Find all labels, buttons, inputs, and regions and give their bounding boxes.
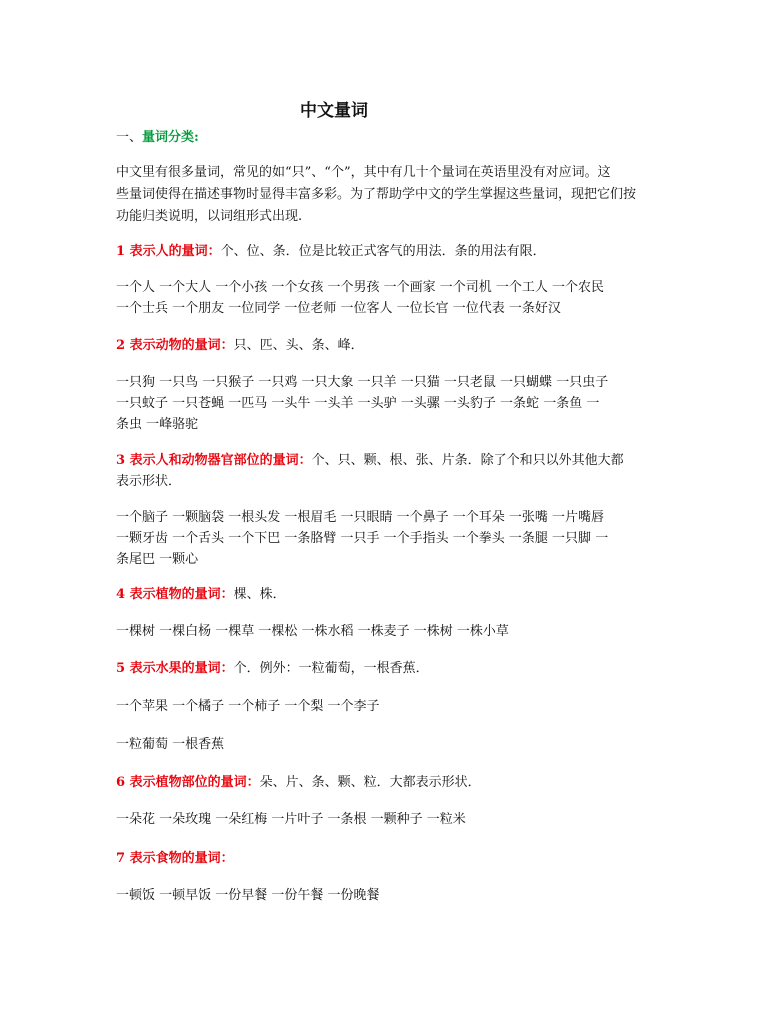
example-line: 条虫 一峰骆驼 xyxy=(116,417,199,432)
example-line: 一朵花 一朵玫瑰 一朵红梅 一片叶子 一条根 一颗种子 一粒米 xyxy=(116,812,466,827)
category-desc: 朵、片、条、颗、粒．大都表示形状． xyxy=(259,775,481,790)
category-heading xyxy=(116,451,656,470)
example-line: 一个人 一个大人 一个小孩 一个女孩 一个男孩 一个画家 一个司机 一个工人 一个农民 xyxy=(116,280,605,295)
example-line: 一顿饭 一顿早饭 一份早餐 一份午餐 一份晚餐 xyxy=(116,888,380,903)
category-heading xyxy=(116,773,656,792)
category-title: 5 表示水果的量词： xyxy=(116,661,234,676)
category-desc: 个．例外：一粒葡萄，一根香蕉． xyxy=(233,661,429,676)
section-prefix: 一、 xyxy=(116,130,143,145)
category-heading xyxy=(116,242,656,261)
category-heading xyxy=(116,336,656,355)
section-heading xyxy=(116,128,656,147)
category-title: 3 表示人和动物器官部位的量词： xyxy=(116,453,312,468)
example-line: 一个苹果 一个橘子 一个柿子 一个梨 一个李子 xyxy=(116,699,380,714)
section-heading-text: 量词分类: xyxy=(142,130,199,145)
category-heading xyxy=(116,849,656,868)
category-title: 7 表示食物的量词： xyxy=(116,851,234,866)
example-line: 一个脑子 一颗脑袋 一根头发 一根眉毛 一只眼睛 一个鼻子 一个耳朵 一张嘴 一片嘴唇 xyxy=(116,510,605,525)
category-desc: 棵、株． xyxy=(233,587,286,602)
intro-line: 功能归类说明，以词组形式出现. xyxy=(116,209,303,224)
category-desc: 个、位、条．位是比较正式客气的用法．条的用法有限． xyxy=(220,244,546,259)
category-heading xyxy=(116,585,656,604)
category-title: 4 表示植物的量词： xyxy=(116,587,234,602)
page-title xyxy=(0,96,768,121)
example-line: 一个士兵 一个朋友 一位同学 一位老师 一位客人 一位长官 一位代表 一条好汉 xyxy=(116,301,561,316)
category-desc-continued: 表示形状． xyxy=(116,474,182,489)
example-line: 条尾巴 一颗心 xyxy=(116,552,199,567)
category-heading xyxy=(116,659,656,678)
intro-line: 些量词使得在描述事物时显得丰富多彩。为了帮助学中文的学生掌握这些量词，现把它们按 xyxy=(116,187,637,202)
example-line: 一只狗 一只鸟 一只猴子 一只鸡 一只大象 一只羊 一只猫 一只老鼠 一只蝴蝶 一只虫子 xyxy=(116,375,609,390)
intro-line: 中文里有很多量词，常见的如“只”、“个”，其中有几十个量词在英语里没有对应词。这 xyxy=(116,165,611,180)
category-desc: 只、匹、头、条、峰． xyxy=(233,338,364,353)
example-line: 一颗牙齿 一个舌头 一个下巴 一条胳臂 一只手 一个手指头 一个拳头 一条腿 一只脚 一 xyxy=(116,531,609,546)
category-title: 1 表示人的量词： xyxy=(116,244,221,259)
category-title: 2 表示动物的量词： xyxy=(116,338,234,353)
example-line: 一棵树 一棵白杨 一棵草 一棵松 一株水稻 一株麦子 一株树 一株小草 xyxy=(116,624,509,639)
example-line: 一只蚊子 一只苍蝇 一匹马 一头牛 一头羊 一头驴 一头骡 一头豹子 一条蛇 一条鱼 一 xyxy=(116,396,600,411)
category-title: 6 表示植物部位的量词： xyxy=(116,775,260,790)
example-line: 一粒葡萄 一根香蕉 xyxy=(116,737,225,752)
category-desc: 个、只、颗、根、张、片条．除了个和只以外其他大都 xyxy=(311,453,624,468)
page-title-text: 中文量词 xyxy=(300,101,368,121)
